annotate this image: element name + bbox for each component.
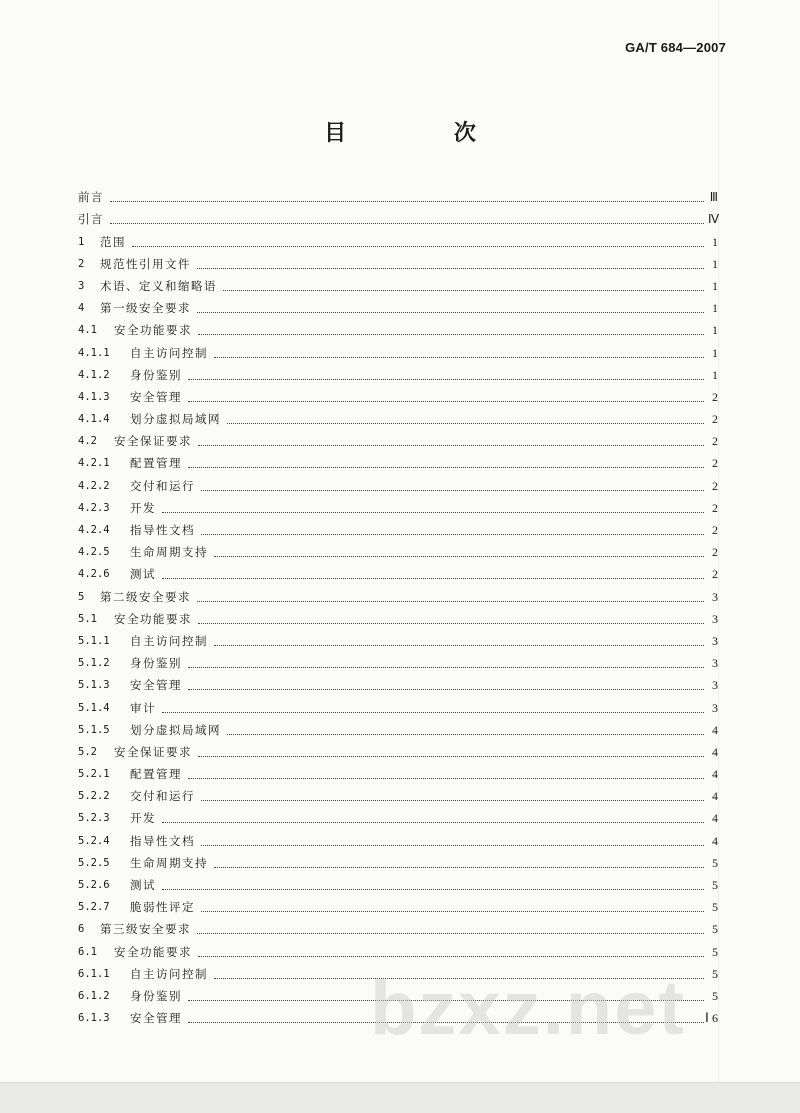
toc-entry[interactable] bbox=[78, 560, 718, 582]
toc-entry-label: 身份鉴别 bbox=[130, 656, 182, 671]
toc-entry-label: 配置管理 bbox=[130, 456, 182, 471]
toc-entry[interactable] bbox=[78, 316, 718, 338]
toc-entry-page: 2 bbox=[712, 456, 718, 471]
toc-entry-number: 5.1 bbox=[78, 612, 97, 625]
toc-dot-leader bbox=[198, 445, 704, 446]
toc-entry-page: 1 bbox=[712, 345, 718, 360]
toc-entry-label: 规范性引用文件 bbox=[100, 256, 191, 271]
toc-entry-number: 5.1.2 bbox=[78, 657, 110, 670]
toc-entry-label: 第一级安全要求 bbox=[100, 301, 191, 316]
toc-entry[interactable] bbox=[78, 627, 718, 649]
toc-entry[interactable] bbox=[78, 538, 718, 560]
toc-entry[interactable] bbox=[78, 383, 718, 405]
toc-entry-number: 5.1.3 bbox=[78, 679, 110, 692]
toc-entry[interactable] bbox=[78, 849, 718, 871]
toc-entry-page: 3 bbox=[712, 656, 718, 671]
toc-entry[interactable] bbox=[78, 227, 718, 249]
toc-dot-leader bbox=[214, 556, 704, 557]
table-of-contents bbox=[78, 183, 718, 1026]
toc-entry-page: 6 bbox=[712, 1011, 718, 1026]
toc-entry-page: 1 bbox=[712, 323, 718, 338]
toc-entry[interactable] bbox=[78, 471, 718, 493]
toc-dot-leader bbox=[162, 512, 704, 513]
toc-dot-leader bbox=[201, 845, 704, 846]
toc-entry[interactable] bbox=[78, 605, 718, 627]
toc-entry-page: 2 bbox=[712, 545, 718, 560]
toc-entry-label: 第三级安全要求 bbox=[100, 922, 191, 937]
page-title: 目 次 bbox=[324, 121, 526, 146]
toc-entry-number: 6.1 bbox=[78, 945, 97, 958]
standard-code: GA/T 684—2007 bbox=[625, 40, 726, 55]
toc-dot-leader bbox=[162, 822, 704, 823]
toc-dot-leader bbox=[110, 223, 704, 224]
toc-entry[interactable] bbox=[78, 937, 718, 959]
toc-entry-number: 5 bbox=[78, 590, 85, 603]
page-number: Ⅰ bbox=[705, 1010, 709, 1025]
toc-entry-label: 自主访问控制 bbox=[130, 966, 208, 981]
toc-entry-label: 身份鉴别 bbox=[130, 988, 182, 1003]
toc-entry-page: 4 bbox=[712, 767, 718, 782]
toc-entry-page: 3 bbox=[712, 589, 718, 604]
toc-entry-number: 4.1.4 bbox=[78, 413, 110, 426]
toc-entry-label: 测试 bbox=[130, 878, 156, 892]
toc-entry-page: 2 bbox=[712, 412, 718, 427]
toc-entry-page: 5 bbox=[712, 944, 718, 959]
toc-entry-page: 3 bbox=[712, 700, 718, 715]
toc-entry-number: 4.1.3 bbox=[78, 390, 110, 403]
toc-entry-number: 5.2.5 bbox=[78, 856, 110, 869]
toc-entry-page: 1 bbox=[712, 367, 718, 382]
toc-entry-number: 4.2.6 bbox=[78, 568, 110, 581]
toc-entry-number: 6.1.2 bbox=[78, 989, 110, 1002]
toc-dot-leader bbox=[197, 312, 704, 313]
toc-entry-number: 5.2.6 bbox=[78, 879, 110, 891]
toc-dot-leader bbox=[201, 534, 704, 535]
toc-entry-label: 安全管理 bbox=[130, 1011, 182, 1026]
toc-entry-label: 测试 bbox=[130, 567, 156, 582]
toc-entry-number: 4.2.4 bbox=[78, 524, 110, 536]
toc-entry-number: 4.2 bbox=[78, 435, 97, 448]
toc-entry-label: 划分虚拟局域网 bbox=[130, 722, 221, 737]
toc-entry-page: 5 bbox=[712, 988, 718, 1003]
toc-entry-number: 5.2.3 bbox=[78, 812, 110, 825]
toc-dot-leader bbox=[188, 379, 704, 380]
toc-dot-leader bbox=[214, 357, 704, 358]
toc-entry-page: 1 bbox=[712, 234, 718, 249]
toc-entry[interactable] bbox=[78, 871, 718, 893]
toc-entry-number: 4 bbox=[78, 302, 85, 315]
toc-entry[interactable] bbox=[78, 782, 718, 804]
toc-entry[interactable] bbox=[78, 582, 718, 604]
toc-entry-number: 5.2.4 bbox=[78, 834, 110, 847]
toc-entry-page: Ⅳ bbox=[708, 212, 720, 227]
toc-entry-number: 4.2.1 bbox=[78, 457, 110, 470]
toc-entry-page: 5 bbox=[712, 922, 718, 937]
toc-entry-page: 4 bbox=[712, 811, 718, 826]
toc-dot-leader bbox=[197, 601, 704, 602]
toc-entry[interactable] bbox=[78, 826, 718, 848]
toc-entry-label: 安全管理 bbox=[130, 389, 182, 404]
toc-entry-number: 2 bbox=[78, 257, 85, 270]
toc-entry[interactable] bbox=[78, 494, 718, 516]
toc-entry-number: 5.2 bbox=[78, 745, 97, 758]
toc-dot-leader bbox=[198, 956, 704, 957]
toc-entry[interactable] bbox=[78, 294, 718, 316]
toc-entry-label: 安全功能要求 bbox=[114, 323, 192, 338]
toc-entry-label: 开发 bbox=[130, 500, 156, 515]
toc-entry-number: 4.1.1 bbox=[78, 346, 110, 359]
toc-entry-number: 4.2.3 bbox=[78, 501, 110, 514]
toc-entry-page: 2 bbox=[712, 523, 718, 537]
toc-entry[interactable] bbox=[78, 338, 718, 360]
toc-entry[interactable] bbox=[78, 361, 718, 383]
toc-entry-page: 5 bbox=[712, 900, 718, 915]
toc-entry[interactable] bbox=[78, 205, 718, 227]
toc-dot-leader bbox=[198, 756, 704, 757]
toc-dot-leader bbox=[188, 467, 704, 468]
toc-dot-leader bbox=[162, 578, 704, 579]
toc-entry-label: 引言 bbox=[78, 212, 104, 227]
toc-entry-label: 第二级安全要求 bbox=[100, 589, 191, 604]
toc-entry-page: 1 bbox=[712, 278, 718, 293]
toc-dot-leader bbox=[227, 734, 704, 735]
toc-dot-leader bbox=[197, 268, 704, 269]
toc-entry-page: 2 bbox=[712, 389, 718, 404]
toc-entry-label: 安全功能要求 bbox=[114, 944, 192, 959]
toc-entry-page: 3 bbox=[712, 678, 718, 693]
toc-dot-leader bbox=[227, 423, 704, 424]
toc-entry-number: 6.1.3 bbox=[78, 1012, 110, 1025]
toc-entry-label: 术语、定义和缩略语 bbox=[100, 278, 217, 293]
toc-entry-label: 指导性文档 bbox=[130, 833, 195, 848]
toc-entry-label: 交付和运行 bbox=[130, 789, 195, 804]
toc-entry-label: 自主访问控制 bbox=[130, 345, 208, 360]
toc-entry-label: 生命周期支持 bbox=[130, 545, 208, 560]
toc-entry-number: 5.2.2 bbox=[78, 790, 110, 803]
toc-entry-page: 3 bbox=[712, 611, 718, 626]
toc-entry-page: 5 bbox=[712, 966, 718, 981]
toc-dot-leader bbox=[188, 689, 704, 690]
toc-entry[interactable] bbox=[78, 449, 718, 471]
toc-entry-number: 5.1.1 bbox=[78, 634, 110, 647]
toc-entry[interactable] bbox=[78, 760, 718, 782]
toc-dot-leader bbox=[162, 889, 704, 890]
toc-entry-page: 2 bbox=[712, 434, 718, 449]
toc-dot-leader bbox=[198, 334, 704, 335]
toc-dot-leader bbox=[223, 290, 704, 291]
toc-entry-number: 5.2.7 bbox=[78, 901, 110, 914]
scan-bottom-edge bbox=[0, 1082, 800, 1113]
toc-dot-leader bbox=[110, 201, 704, 202]
toc-entry-number: 1 bbox=[78, 235, 85, 248]
scan-artifact-line bbox=[718, 0, 719, 1112]
toc-entry[interactable] bbox=[78, 183, 718, 205]
toc-entry-label: 自主访问控制 bbox=[130, 633, 208, 648]
toc-dot-leader bbox=[201, 490, 704, 491]
toc-entry-page: 5 bbox=[712, 855, 718, 870]
toc-entry-number: 5.1.5 bbox=[78, 723, 110, 736]
toc-entry-label: 安全功能要求 bbox=[114, 611, 192, 626]
toc-entry-number: 4.1 bbox=[78, 324, 97, 337]
toc-entry-number: 4.2.2 bbox=[78, 479, 110, 492]
toc-entry-number: 4.2.5 bbox=[78, 546, 110, 559]
toc-entry[interactable] bbox=[78, 649, 718, 671]
toc-entry[interactable] bbox=[78, 716, 718, 738]
toc-entry[interactable] bbox=[78, 804, 718, 826]
toc-entry-page: 5 bbox=[712, 878, 718, 892]
toc-entry-number: 5.1.4 bbox=[78, 701, 110, 714]
toc-entry[interactable] bbox=[78, 250, 718, 272]
toc-entry-number: 6 bbox=[78, 923, 85, 936]
toc-entry-page: 4 bbox=[712, 744, 718, 759]
toc-entry-page: 2 bbox=[712, 500, 718, 515]
toc-entry-label: 安全管理 bbox=[130, 678, 182, 693]
toc-entry-number: 4.1.2 bbox=[78, 368, 110, 381]
toc-entry-label: 指导性文档 bbox=[130, 523, 195, 537]
toc-entry-label: 安全保证要求 bbox=[114, 744, 192, 759]
toc-dot-leader bbox=[188, 667, 704, 668]
toc-entry-page: 4 bbox=[712, 789, 718, 804]
toc-entry[interactable] bbox=[78, 693, 718, 715]
toc-dot-leader bbox=[162, 712, 704, 713]
toc-entry[interactable] bbox=[78, 893, 718, 915]
toc-entry[interactable] bbox=[78, 272, 718, 294]
toc-entry-label: 范围 bbox=[100, 234, 126, 249]
toc-entry-label: 审计 bbox=[130, 700, 156, 715]
toc-entry-label: 划分虚拟局域网 bbox=[130, 412, 221, 427]
toc-entry-page: 4 bbox=[712, 833, 718, 848]
toc-entry-label: 交付和运行 bbox=[130, 478, 195, 493]
toc-entry-page: 4 bbox=[712, 722, 718, 737]
toc-entry-number: 3 bbox=[78, 279, 85, 292]
toc-entry-label: 前言 bbox=[78, 190, 104, 205]
toc-entry-page: 1 bbox=[712, 256, 718, 271]
toc-entry-number: 6.1.1 bbox=[78, 967, 110, 980]
toc-entry-label: 配置管理 bbox=[130, 767, 182, 782]
toc-entry-page: 2 bbox=[712, 478, 718, 493]
toc-entry-number: 5.2.1 bbox=[78, 768, 110, 781]
toc-entry-page: 2 bbox=[712, 567, 718, 582]
toc-entry-label: 安全保证要求 bbox=[114, 434, 192, 449]
toc-entry-page: Ⅲ bbox=[709, 190, 718, 205]
toc-dot-leader bbox=[214, 645, 704, 646]
toc-entry[interactable] bbox=[78, 427, 718, 449]
toc-entry[interactable] bbox=[78, 915, 718, 937]
toc-dot-leader bbox=[214, 867, 704, 868]
toc-dot-leader bbox=[198, 623, 704, 624]
toc-dot-leader bbox=[201, 800, 704, 801]
toc-entry-label: 生命周期支持 bbox=[130, 855, 208, 870]
toc-dot-leader bbox=[201, 911, 704, 912]
toc-dot-leader bbox=[132, 246, 704, 247]
toc-entry-label: 身份鉴别 bbox=[130, 367, 182, 382]
toc-dot-leader bbox=[188, 778, 704, 779]
toc-dot-leader bbox=[197, 933, 704, 934]
toc-entry-page: 1 bbox=[712, 301, 718, 316]
watermark: bzxz.net bbox=[370, 966, 686, 1051]
toc-entry-label: 脆弱性评定 bbox=[130, 900, 195, 915]
toc-entry[interactable] bbox=[78, 671, 718, 693]
toc-entry-label: 开发 bbox=[130, 811, 156, 826]
toc-entry[interactable] bbox=[78, 405, 718, 427]
toc-entry[interactable] bbox=[78, 516, 718, 538]
toc-entry[interactable] bbox=[78, 738, 718, 760]
toc-dot-leader bbox=[188, 401, 704, 402]
toc-entry-page: 3 bbox=[712, 633, 718, 648]
